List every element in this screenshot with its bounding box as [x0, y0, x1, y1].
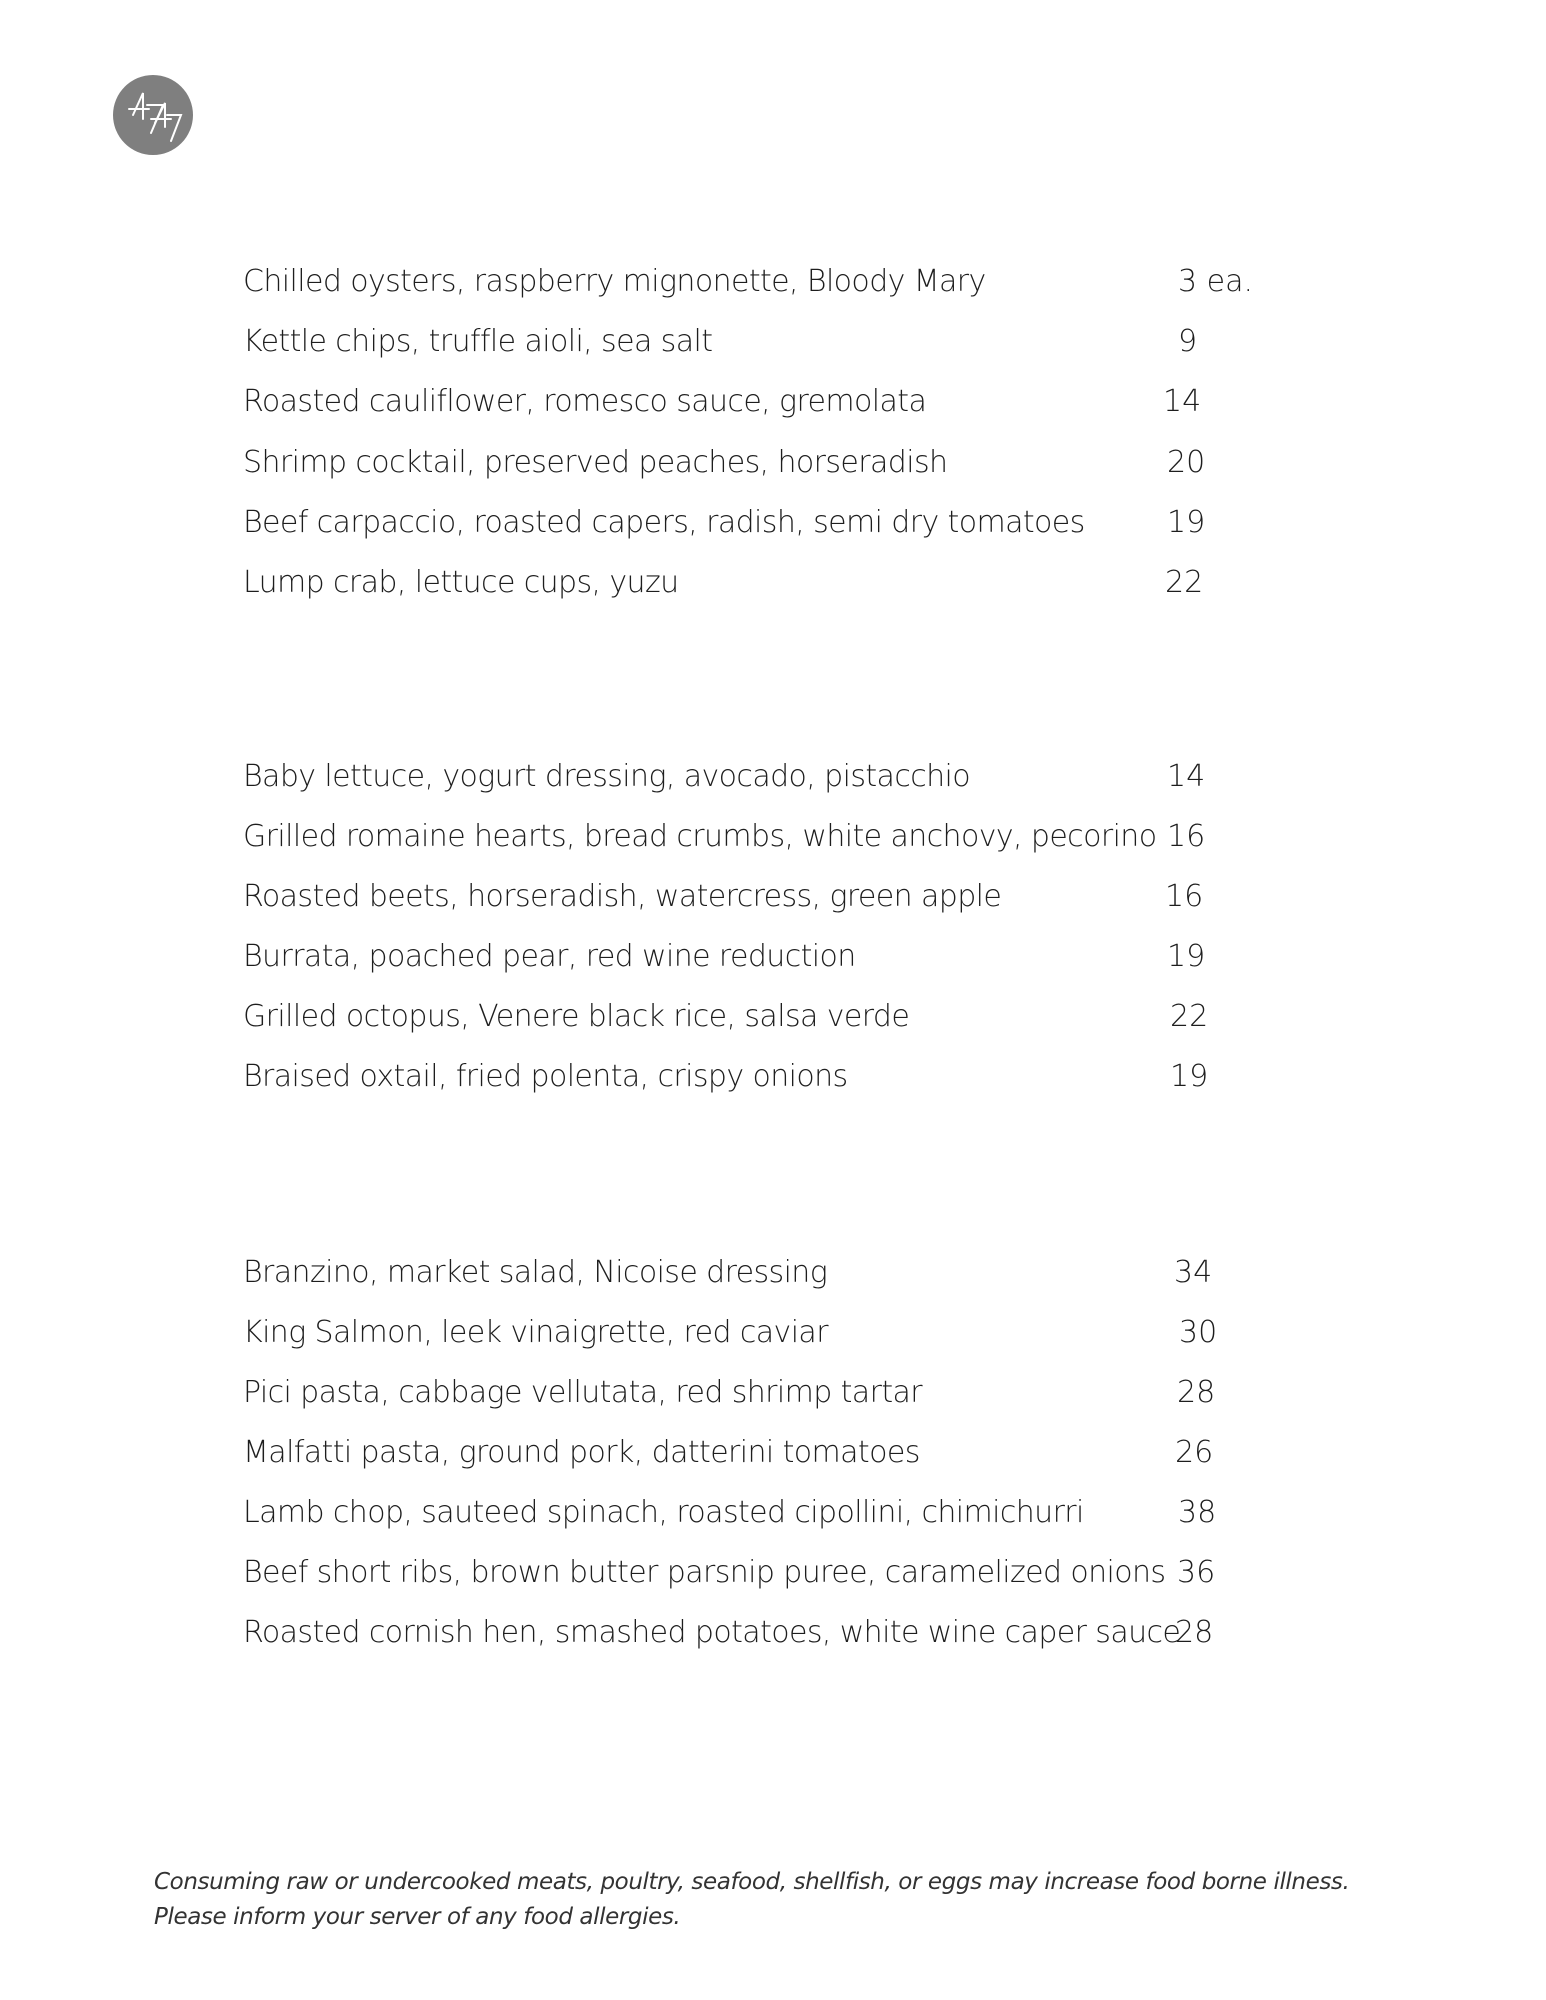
menu-item-price: 9	[1178, 324, 1198, 359]
menu-item-name: Lamb chop, sauteed spinach, roasted cipollini, chimichurri	[243, 1495, 1084, 1530]
menu-item	[0, 817, 1546, 857]
menu-item-name: Braised oxtail, fried polenta, crispy onions	[243, 1059, 848, 1094]
menu-item	[0, 877, 1546, 917]
menu-item-price: 19	[1167, 505, 1206, 540]
menu-item-name: Grilled romaine hearts, bread crumbs, white anchovy, pecorino	[243, 819, 1157, 854]
menu-item-name: Grilled octopus, Venere black rice, salsa verde	[243, 999, 910, 1034]
menu-item-price: 20	[1167, 445, 1206, 480]
menu-item	[0, 1373, 1546, 1413]
menu-item	[0, 382, 1546, 422]
menu-item-name: Roasted cauliflower, romesco sauce, gremolata	[243, 384, 927, 419]
menu-item-name: Branzino, market salad, Nicoise dressing	[243, 1255, 828, 1290]
menu-item-name: Shrimp cocktail, preserved peaches, horseradish	[243, 445, 948, 480]
menu-item-price: 14	[1163, 384, 1202, 419]
allergy-disclaimer	[154, 1865, 1454, 1935]
disclaimer-line: Please inform your server of any food allergies.	[154, 1904, 681, 1930]
menu-item-price: 34	[1174, 1255, 1213, 1290]
menu-item-name: Roasted beets, horseradish, watercress, green apple	[243, 879, 1002, 914]
menu-item-name: Kettle chips, truffle aioli, sea salt	[243, 324, 713, 359]
menu-item-price: 19	[1167, 939, 1206, 974]
menu-item-price: 16	[1167, 819, 1206, 854]
menu-item-price: 28	[1177, 1375, 1216, 1410]
menu-item-price: 22	[1170, 999, 1209, 1034]
menu-item	[0, 322, 1546, 362]
menu-item-name: Burrata, poached pear, red wine reduction	[243, 939, 856, 974]
menu-item-price: 26	[1175, 1435, 1214, 1470]
menu-item	[0, 563, 1546, 603]
menu-item-name: Pici pasta, cabbage vellutata, red shrimp tartar	[243, 1375, 922, 1410]
menu-item-name: Lump crab, lettuce cups, yuzu	[243, 565, 679, 600]
menu-item	[0, 503, 1546, 543]
menu-item	[0, 1613, 1546, 1653]
menu-item-price: 30	[1179, 1315, 1218, 1350]
menu-item-price: 36	[1177, 1555, 1216, 1590]
menu-item-price: 3 ea.	[1178, 264, 1253, 299]
menu-item	[0, 1313, 1546, 1353]
menu-item-name: Beef short ribs, brown butter parsnip puree, caramelized onions	[243, 1555, 1166, 1590]
menu-item	[0, 1433, 1546, 1473]
menu-item	[0, 1253, 1546, 1293]
menu-item	[0, 757, 1546, 797]
menu-item-name: King Salmon, leek vinaigrette, red caviar	[243, 1315, 828, 1350]
restaurant-logo	[113, 75, 193, 155]
menu-item-price: 28	[1175, 1615, 1214, 1650]
menu-item-price: 22	[1165, 565, 1204, 600]
menu-item-name: Chilled oysters, raspberry mignonette, Bloody Mary	[243, 264, 986, 299]
menu-item	[0, 1057, 1546, 1097]
menu-item-name: Malfatti pasta, ground pork, datterini tomatoes	[243, 1435, 920, 1470]
menu-item-price: 16	[1165, 879, 1204, 914]
menu-item-price: 14	[1167, 759, 1206, 794]
menu-item	[0, 1553, 1546, 1593]
menu-item-price: 19	[1170, 1059, 1209, 1094]
logo-mark	[113, 75, 193, 155]
menu-item	[0, 443, 1546, 483]
menu-item	[0, 937, 1546, 977]
menu-item-name: Beef carpaccio, roasted capers, radish, semi dry tomatoes	[243, 505, 1085, 540]
menu-item-price: 38	[1178, 1495, 1217, 1530]
menu-item-name: Roasted cornish hen, smashed potatoes, white wine caper sauce	[243, 1615, 1181, 1650]
menu-item-name: Baby lettuce, yogurt dressing, avocado, pistacchio	[243, 759, 971, 794]
menu-item	[0, 1493, 1546, 1533]
menu-item	[0, 262, 1546, 302]
disclaimer-line: Consuming raw or undercooked meats, poultry, seafood, shellfish, or eggs may increase food borne illness.	[154, 1869, 1350, 1895]
menu-item	[0, 997, 1546, 1037]
